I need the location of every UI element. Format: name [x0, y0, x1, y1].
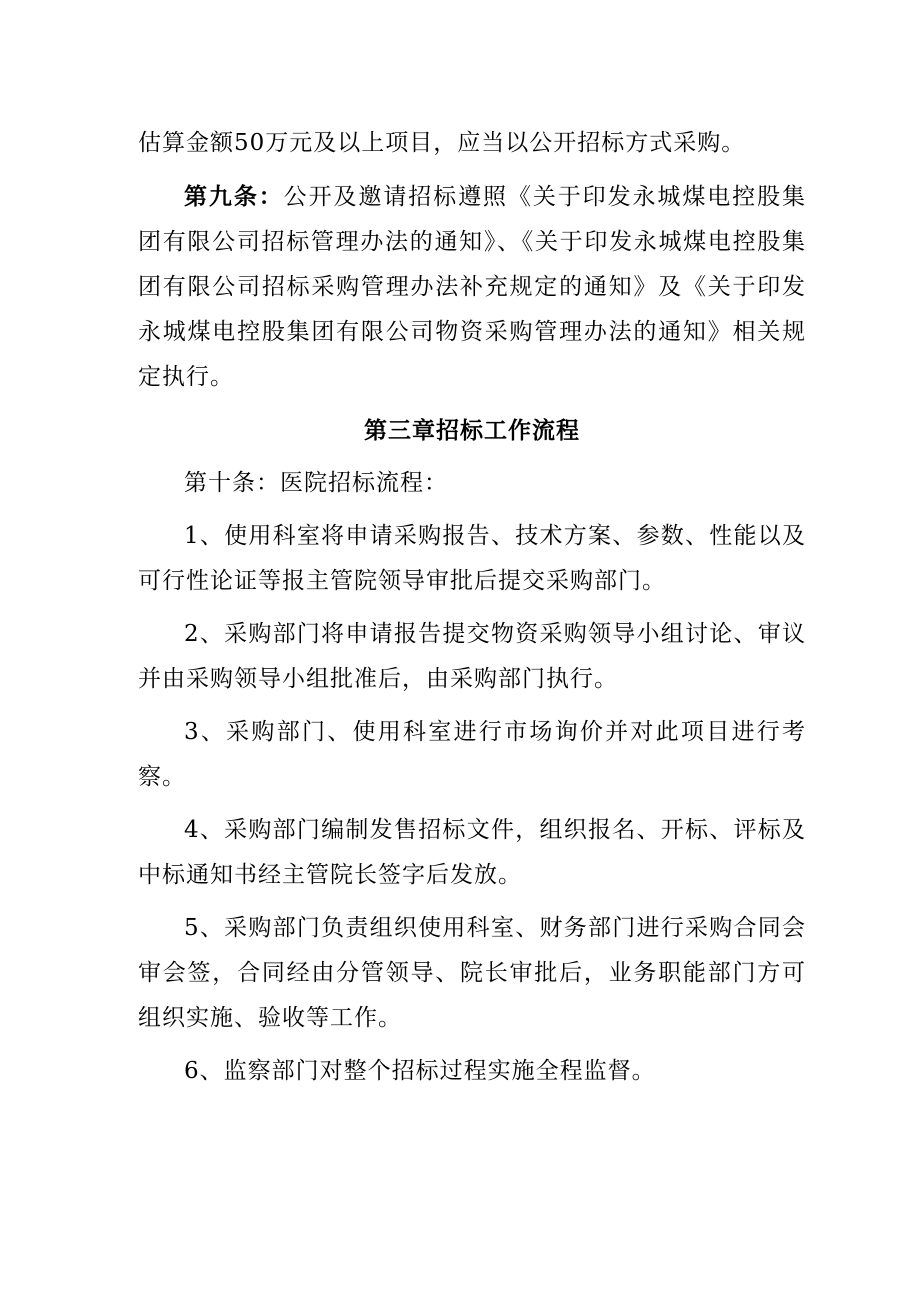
process-step-6: 6、监察部门对整个招标过程实施全程监督。 — [184, 1058, 656, 1084]
process-step-2: 2、采购部门将申请报告提交物资采购领导小组讨论、审议并由采购领导小组批准后，由采购部门执行。 — [138, 621, 806, 692]
paragraph-estimate-amount: 估算金额50万元及以上项目，应当以公开招标方式采购。 — [138, 130, 746, 156]
process-step-1: 1、使用科室将申请采购报告、技术方案、参数、性能以及可行性论证等报主管院领导审批后提交采购部门。 — [138, 523, 806, 594]
paragraph-article-ten: 第十条：医院招标流程： — [184, 470, 448, 496]
process-step-3: 3、采购部门、使用科室进行市场询价并对此项目进行考察。 — [138, 719, 806, 790]
article-nine-text: 公开及邀请招标遵照《关于印发永城煤电控股集团有限公司招标管理办法的通知》、《关于印发永城煤电控股集团有限公司招标采购管理办法补充规定的通知》及《关于印发永城煤电控股集团有限公司物资采购管理办法的通知》相关规定执行。 — [138, 184, 807, 390]
article-nine-label: 第九条： — [184, 183, 284, 210]
paragraph-article-nine — [138, 174, 806, 400]
process-step-4: 4、采购部门编制发售招标文件，组织报名、开标、评标及中标通知书经主管院长签字后发放。 — [138, 817, 806, 888]
chapter-title: 第三章招标工作流程 — [364, 417, 580, 444]
document-body — [138, 121, 806, 1102]
process-step-5: 5、采购部门负责组织使用科室、财务部门进行采购合同会审会签，合同经由分管领导、院长审批后，业务职能部门方可组织实施、验收等工作。 — [138, 915, 806, 1031]
